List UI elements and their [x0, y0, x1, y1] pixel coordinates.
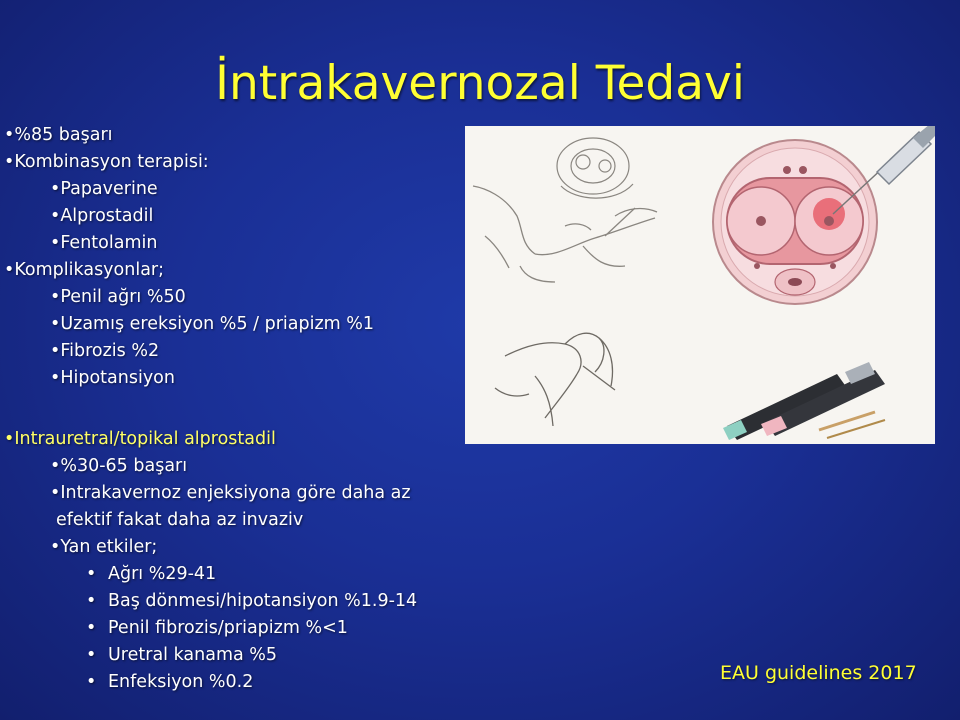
bullet-line: • Baş dönmesi/hipotansiyon %1.9-14 [86, 588, 417, 615]
penis-cross-section-icon [713, 140, 877, 304]
bullet-line: •Fentolamin [50, 230, 157, 257]
bullet-dot: • [86, 618, 97, 638]
bullet-line: •Alprostadil [50, 203, 153, 230]
illustration-svg [465, 126, 935, 444]
bullet-line: • Ağrı %29-41 [86, 561, 216, 588]
bullet-line: •Komplikasyonlar; [4, 257, 164, 284]
bullet-line: • Penil fibrozis/priapizm %<1 [86, 615, 348, 642]
bullet-line: •Yan etkiler; [50, 534, 157, 561]
bullet-dot: • [50, 287, 61, 307]
source-citation: EAU guidelines 2017 [720, 662, 917, 684]
bullet-dot: • [50, 483, 61, 503]
bullet-line-highlight: •Intrauretral/topikal alprostadil [4, 426, 276, 453]
illustration-background [465, 126, 935, 444]
bullet-line: •Penil ağrı %50 [50, 284, 186, 311]
bullet-dot: • [4, 125, 15, 145]
intracavernosal-injection-illustration [465, 126, 935, 444]
bullet-line: •Intrakavernoz enjeksiyona göre daha az [50, 480, 411, 507]
bullet-line: •Papaverine [50, 176, 158, 203]
bullet-dot: • [86, 564, 97, 584]
bullet-dot: • [86, 591, 97, 611]
bullet-dot: • [50, 368, 61, 388]
bullet-line: • Uretral kanama %5 [86, 642, 277, 669]
bullet-dot: • [50, 314, 61, 334]
bullet-dot: • [86, 672, 97, 692]
bullet-dot: • [4, 152, 15, 172]
bullet-line: •Fibrozis %2 [50, 338, 159, 365]
bullet-dot: • [50, 206, 61, 226]
bullet-line: •Kombinasyon terapisi: [4, 149, 209, 176]
bullet-line: •Uzamış ereksiyon %5 / priapizm %1 [50, 311, 374, 338]
bullet-line: •%85 başarı [4, 122, 113, 149]
bullet-line-continuation: efektif fakat daha az invaziv [56, 510, 304, 530]
bullet-line: •%30-65 başarı [50, 453, 187, 480]
slide-title: İntrakavernozal Tedavi [215, 56, 745, 111]
bullet-dot: • [50, 456, 61, 476]
bullet-dot: • [86, 645, 97, 665]
bullet-dot: • [50, 179, 61, 199]
bullet-line: •Hipotansiyon [50, 365, 175, 392]
bullet-dot: • [50, 537, 61, 557]
bullet-dot: • [50, 233, 61, 253]
bullet-dot: • [4, 260, 15, 280]
bullet-dot: • [50, 341, 61, 361]
bullet-line: • Enfeksiyon %0.2 [86, 669, 253, 696]
bullet-dot: • [4, 429, 15, 449]
